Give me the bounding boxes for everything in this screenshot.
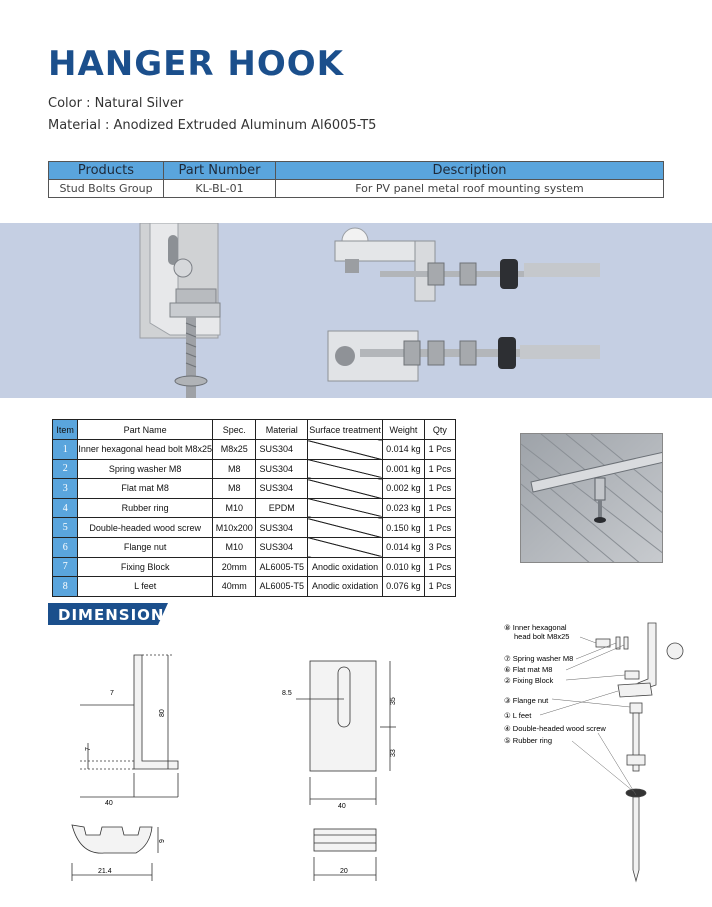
- item-number: 5: [53, 518, 78, 538]
- exploded-assembly: [500, 615, 705, 887]
- table-row: [53, 479, 456, 499]
- material-spec: Material : Anodized Extruded Aluminum Al6005-T5: [48, 118, 377, 133]
- inner-bolt-part: [596, 639, 610, 647]
- description-cell: For PV panel metal roof mounting system: [276, 180, 664, 198]
- part-name: Inner hexagonal head bolt M8x25: [78, 440, 213, 460]
- side-assembly-photo-bottom: [328, 331, 600, 381]
- dim-7-top: 7: [110, 690, 114, 697]
- spec: M8x25: [212, 440, 256, 460]
- surface-treatment: [307, 479, 382, 499]
- vertical-assembly-photo: [140, 223, 220, 398]
- qty: 1 Pcs: [424, 440, 455, 460]
- roof-installation-photo: [520, 433, 663, 563]
- table-row: [53, 577, 456, 597]
- qty: 1 Pcs: [424, 577, 455, 597]
- qty: 1 Pcs: [424, 479, 455, 499]
- spec: M10: [212, 498, 256, 518]
- products-table: [48, 161, 664, 198]
- weight: 0.001 kg: [383, 459, 424, 479]
- part-name: Fixing Block: [78, 557, 213, 577]
- part-number-cell: KL-BL-01: [164, 180, 276, 198]
- table-row: [53, 459, 456, 479]
- material: SUS304: [256, 479, 307, 499]
- fixing-block-end-view: [72, 825, 152, 853]
- table-row: [53, 537, 456, 557]
- material: SUS304: [256, 537, 307, 557]
- flange-nut-lower: [627, 755, 645, 765]
- material: SUS304: [256, 459, 307, 479]
- legend-item: ⑥ Flat mat M8: [504, 665, 553, 674]
- item-number: 1: [53, 440, 78, 460]
- spec-col-header: Spec.: [212, 420, 256, 440]
- part-name: L feet: [78, 577, 213, 597]
- material: EPDM: [256, 498, 307, 518]
- legend-item: head bolt M8x25: [514, 632, 570, 641]
- spec: M8: [212, 459, 256, 479]
- dim-80: 80: [159, 709, 166, 717]
- spec: M10x200: [212, 518, 256, 538]
- qty: 1 Pcs: [424, 518, 455, 538]
- side-assembly-photo-top: [335, 228, 600, 301]
- part-name: Rubber ring: [78, 498, 213, 518]
- weight: 0.023 kg: [383, 498, 424, 518]
- l-feet-part: [638, 623, 656, 691]
- dim-21-4: 21.4: [98, 868, 112, 875]
- surface-treatment: [307, 459, 382, 479]
- material: SUS304: [256, 518, 307, 538]
- weight: 0.014 kg: [383, 440, 424, 460]
- qty: 1 Pcs: [424, 498, 455, 518]
- surface-treatment: [307, 537, 382, 557]
- dim-33: 33: [390, 749, 397, 757]
- weight: 0.010 kg: [383, 557, 424, 577]
- parts-table: [52, 419, 456, 597]
- legend-item: ④ Double-headed wood screw: [504, 724, 606, 733]
- table-row: [53, 518, 456, 538]
- item-number: 2: [53, 459, 78, 479]
- part-name: Double-headed wood screw: [78, 518, 213, 538]
- spec: M8: [212, 479, 256, 499]
- color-spec: Color : Natural Silver: [48, 96, 184, 111]
- material: SUS304: [256, 440, 307, 460]
- dim-40-side: 40: [105, 800, 113, 807]
- l-feet-side-view: [134, 655, 178, 769]
- surface-treatment: Anodic oxidation: [307, 577, 382, 597]
- item-number: 3: [53, 479, 78, 499]
- item-col-header: Item: [53, 420, 78, 440]
- spec: 20mm: [212, 557, 256, 577]
- roof-photo-graphic: [521, 434, 663, 563]
- wood-screw-part: [633, 797, 639, 881]
- product-photos: [0, 223, 712, 398]
- legend-item: ② Fixing Block: [504, 676, 554, 685]
- products-header-row: [49, 162, 664, 180]
- legend-item: ⑤ Rubber ring: [504, 736, 552, 745]
- weight: 0.076 kg: [383, 577, 424, 597]
- material: AL6005-T5: [256, 557, 307, 577]
- surface-treatment: [307, 498, 382, 518]
- item-number: 7: [53, 557, 78, 577]
- description-col-header: Description: [276, 162, 664, 180]
- item-number: 6: [53, 537, 78, 557]
- surface-treatment: [307, 518, 382, 538]
- qty: 3 Pcs: [424, 537, 455, 557]
- material: AL6005-T5: [256, 577, 307, 597]
- dim-35: 35: [390, 697, 397, 705]
- legend-item: ⑦ Spring washer M8: [504, 654, 574, 663]
- surface-treatment: Anodic oxidation: [307, 557, 382, 577]
- dim-9: 9: [159, 839, 166, 843]
- qty: 1 Pcs: [424, 557, 455, 577]
- dimension-title: DIMENSION: [58, 606, 165, 624]
- qty-col-header: Qty: [424, 420, 455, 440]
- spec: 40mm: [212, 577, 256, 597]
- weight: 0.014 kg: [383, 537, 424, 557]
- fixing-block-part: [618, 683, 652, 697]
- legend-item: ⑧ Inner hexagonal: [504, 623, 567, 632]
- qty: 1 Pcs: [424, 459, 455, 479]
- parts-header-row: [53, 420, 456, 440]
- table-row: [49, 180, 664, 198]
- weight: 0.150 kg: [383, 518, 424, 538]
- part-name: Flange nut: [78, 537, 213, 557]
- l-feet-front-view: [310, 661, 376, 771]
- part-name: Flat mat M8: [78, 479, 213, 499]
- dim-20: 20: [340, 868, 348, 875]
- bolt-head-part: [667, 643, 683, 659]
- part-name: Spring washer M8: [78, 459, 213, 479]
- item-number: 4: [53, 498, 78, 518]
- dim-40-front: 40: [338, 803, 346, 810]
- surface-treatment: [307, 440, 382, 460]
- flange-nut-part: [625, 671, 639, 679]
- table-row: [53, 498, 456, 518]
- page-title: HANGER HOOK: [48, 44, 344, 84]
- part-number-col-header: Part Number: [164, 162, 276, 180]
- fixing-block-side-view: [314, 829, 376, 851]
- surface-col-header: Surface treatment: [307, 420, 382, 440]
- table-row: [53, 440, 456, 460]
- products-col-header: Products: [49, 162, 164, 180]
- weight: 0.002 kg: [383, 479, 424, 499]
- spec: M10: [212, 537, 256, 557]
- material-col-header: Material: [256, 420, 307, 440]
- table-row: [53, 557, 456, 577]
- dim-8-5: 8.5: [282, 690, 292, 697]
- item-number: 8: [53, 577, 78, 597]
- legend-item: ① L feet: [504, 711, 532, 720]
- rubber-ring-part: [626, 789, 646, 797]
- weight-col-header: Weight: [383, 420, 424, 440]
- dim-7-left: 7: [85, 747, 92, 751]
- legend-item: ③ Flange nut: [504, 696, 549, 705]
- products-cell: Stud Bolts Group: [49, 180, 164, 198]
- dimension-drawings: [60, 645, 420, 885]
- part-name-col-header: Part Name: [78, 420, 213, 440]
